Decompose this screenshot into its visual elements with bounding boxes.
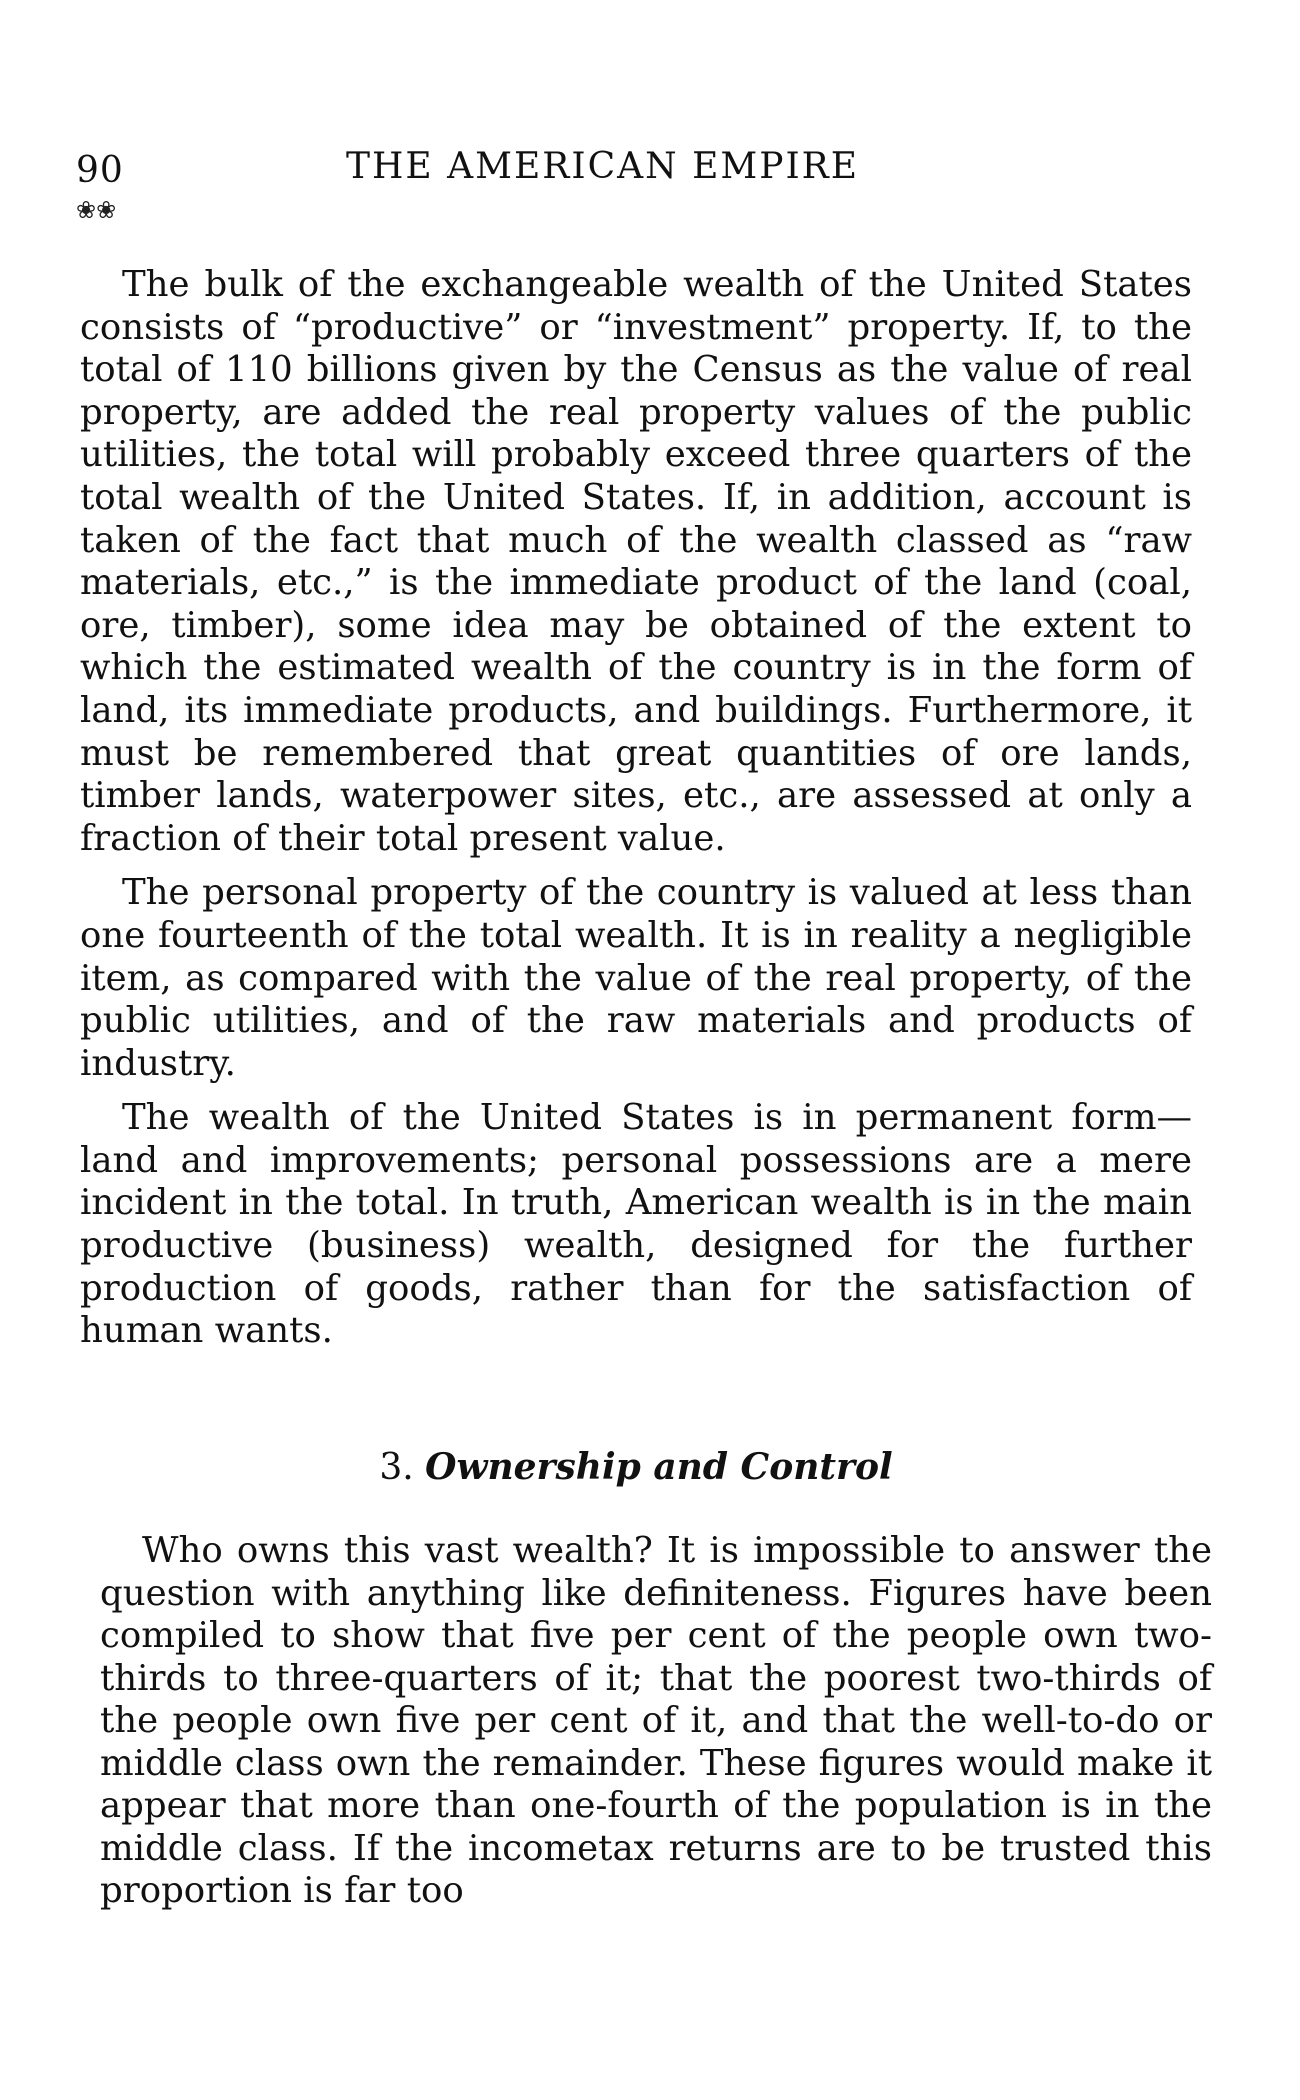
paragraph: The wealth of the United States is in permanent form—land and improvements; personal possessions are a mere incident in the total. In truth, American wealth is in the main productive (business) wealth, designed for the further production of goods, rather than for the satisfaction of human wants. [80,1097,1192,1352]
section-number: 3. [379,1447,414,1488]
running-head [76,146,1196,200]
running-title: THE AMERICAN EMPIRE [346,146,860,187]
paragraph: Who owns this vast wealth? It is impossible to answer the question with anything like definiteness. Figures have been compiled to show that five per cent of the people own two-thirds to three-quarters of it; that the poorest two-thirds of the people own five per cent of it, and that the well-to-do or middle class own the remainder. These figures would make it appear that more than one-fourth of the population is in the middle class. If the incometax returns are to be trusted this proportion is far too [100,1530,1212,1911]
paragraph: The bulk of the exchangeable wealth of the United States consists of “productive” or “investment” property. If, to the total of 110 billions given by the Census as the value of real property, are added the real property values of the public utilities, the total will probably exceed three quarters of the total wealth of the United States. If, in addition, account is taken of the fact that much of the wealth classed as “raw materials, etc.,” is the immediate product of the land (coal, ore, timber), some idea may be obtained of the extent to which the estimated wealth of the country is in the form of land, its immediate products, and buildings. Furthermore, it must be remembered that great quantities of ore lands, timber lands, waterpower sites, etc., are assessed at only a fraction of their total present value. [80,264,1192,859]
section-title: Ownership and Control [425,1446,893,1488]
body-text [80,264,1192,1365]
page-number: 90 [76,150,124,191]
section-heading [80,1446,1192,1488]
paragraph: The personal property of the country is valued at less than one fourteenth of the total wealth. It is in reality a negligible item, as compared with the value of the real property, of the public utilities, and of the raw materials and products of industry. [80,872,1192,1084]
printer-ornament-icon: ❀❀ [76,196,117,224]
section-body-text [100,1530,1212,1913]
